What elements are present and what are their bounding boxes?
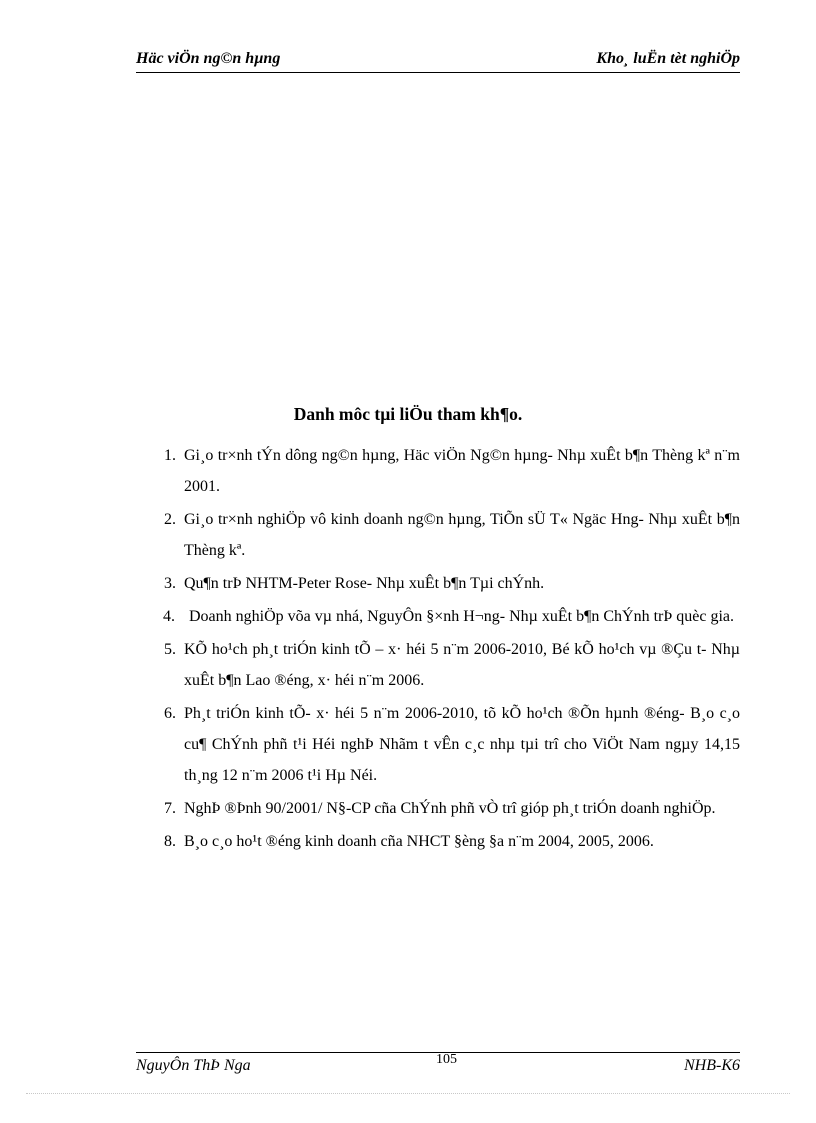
reference-number: 2.: [164, 511, 176, 528]
page-header: [136, 50, 740, 73]
reference-text: Ph¸t triÓn kinh tÕ- x· héi 5 n¨m 2006-2010, tõ kÕ ho¹ch ®Õn hµnh ®éng- B¸o c¸o cu¶ ChÝnh phñ t¹i Héi nghÞ Nhãm t vÊn c¸c nhµ tµi trî cho ViÖt Nam ngµy 14,15 th¸ng 12 n¨m 2006 t¹i Hµ Néi.: [184, 705, 740, 784]
reference-text: NghÞ ®Þnh 90/2001/ N§-CP cña ChÝnh phñ vÒ trî gióp ph¸t triÓn doanh nghiÖp.: [184, 800, 716, 817]
reference-number: 7.: [164, 800, 176, 817]
page-title: Danh môc tµi liÖu tham kh¶o.: [293, 404, 523, 424]
reference-item: [136, 568, 740, 599]
header-institution: Häc viÖn ng©n hµng: [136, 50, 281, 67]
reference-number: 5.: [164, 641, 176, 658]
reference-text: Gi¸o tr×nh tÝn dông ng©n hµng, Häc viÖn Ng©n hµng- Nhµ xuÊt b¶n Thèng kª n¨m 2001.: [184, 447, 740, 495]
reference-number: 4.: [163, 608, 175, 625]
reference-list: [136, 440, 740, 859]
reference-number: 6.: [164, 705, 176, 722]
reference-item: [136, 793, 740, 824]
reference-item: [136, 826, 740, 857]
reference-text: Doanh nghiÖp võa vµ nhá, NguyÔn §×nh H¬ng- Nhµ xuÊt b¶n ChÝnh trÞ quèc gia.: [189, 608, 735, 625]
reference-number: 8.: [164, 833, 176, 850]
reference-item: [136, 601, 740, 632]
reference-item: [136, 440, 740, 502]
reference-number: 1.: [164, 447, 176, 464]
reference-text: B¸o c¸o ho¹t ®éng kinh doanh cña NHCT §èng §a n¨m 2004, 2005, 2006.: [184, 833, 654, 850]
reference-text: Gi¸o tr×nh nghiÖp vô kinh doanh ng©n hµng, TiÕn sÜ T« Ngäc Hng- Nhµ xuÊt b¶n Thèng kª.: [184, 511, 740, 559]
reference-item: [136, 698, 740, 791]
reference-item: [136, 634, 740, 696]
page-footer: [136, 1052, 740, 1077]
page-number: 105: [436, 1052, 457, 1067]
reference-text: KÕ ho¹ch ph¸t triÓn kinh tÕ – x· héi 5 n¨m 2006-2010, Bé kÕ ho¹ch vµ ®Çu t- Nhµ xuÊt b¶n Lao ®éng, x· héi n¨m 2006.: [184, 641, 740, 689]
reference-number: 3.: [164, 575, 176, 592]
footer-author: NguyÔn ThÞ Nga: [136, 1057, 251, 1074]
reference-item: [136, 504, 740, 566]
footer-class-code: NHB-K6: [684, 1057, 740, 1074]
header-document-type: Kho¸ luËn tèt nghiÖp: [596, 50, 740, 67]
reference-text: Qu¶n trÞ NHTM-Peter Rose- Nhµ xuÊt b¶n Tµi chÝnh.: [184, 575, 545, 592]
page-bottom-dotted-rule: [26, 1093, 790, 1094]
